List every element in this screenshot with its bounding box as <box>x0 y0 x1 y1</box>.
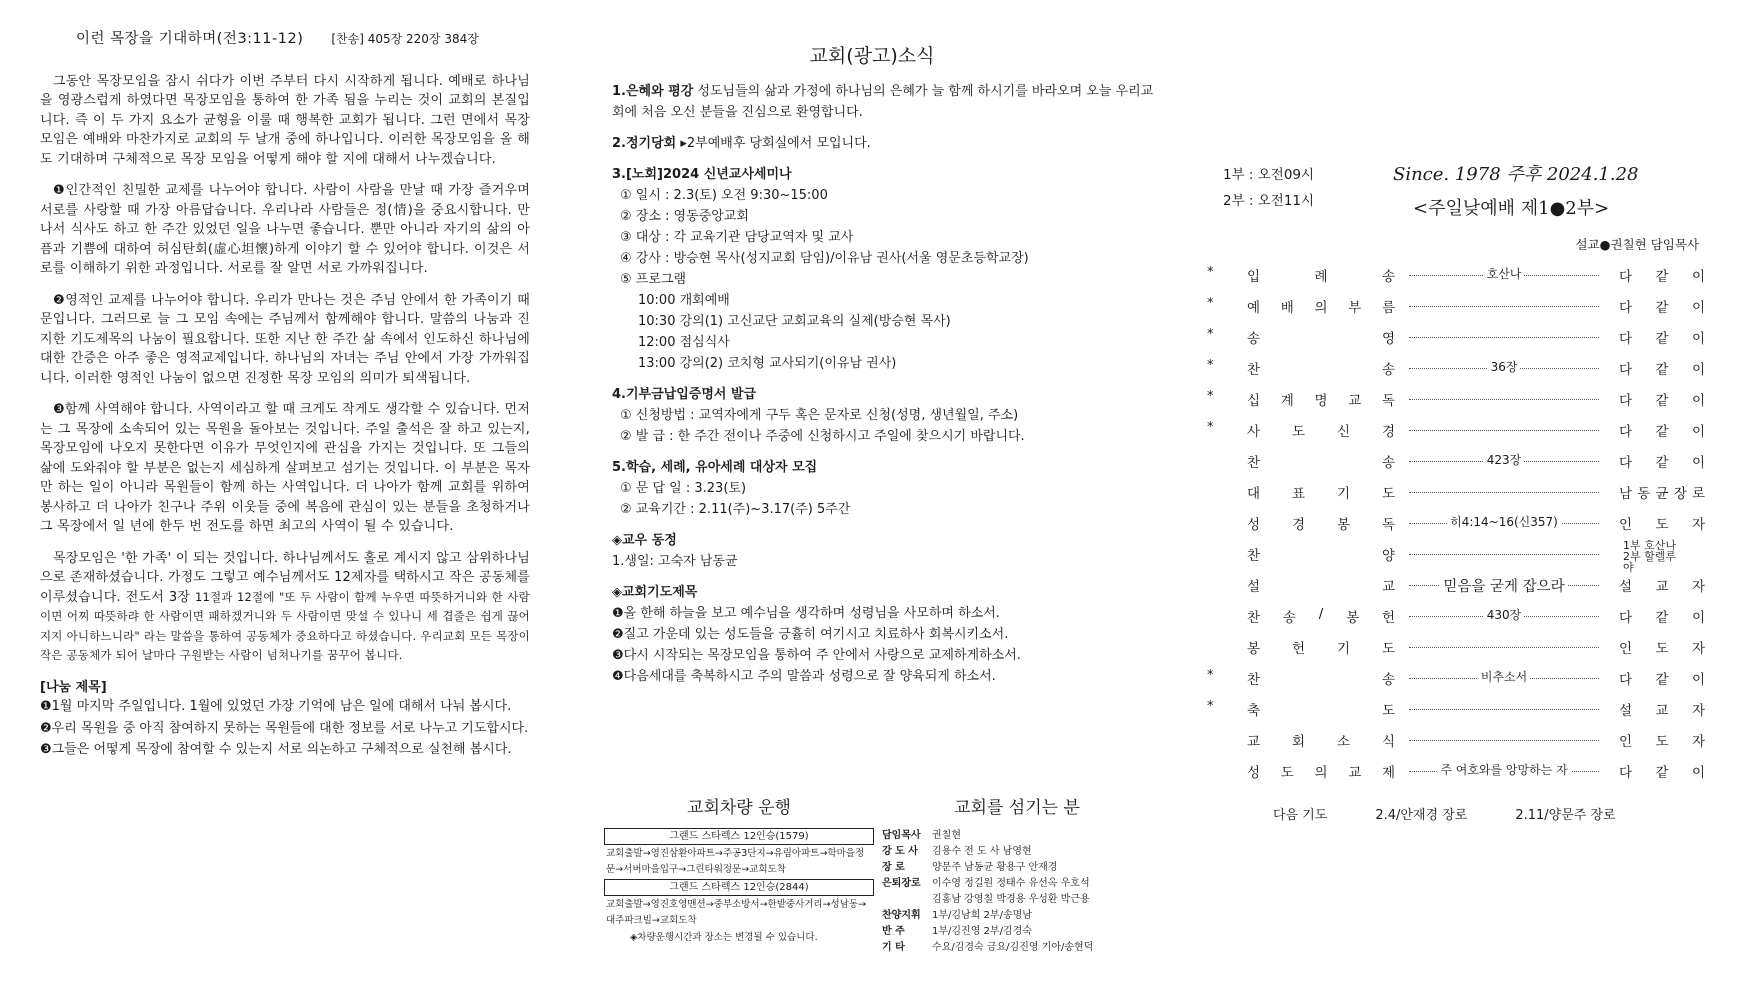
news-item-head: ◈교우 동정 <box>612 533 677 548</box>
share-title: [나눔 제목] <box>40 679 107 695</box>
vehicle-name: 그랜드 스타렉스 12인승(1579) <box>604 828 874 845</box>
server-row <box>882 844 1152 860</box>
order-leader: 남 동 균 장 로 <box>1619 485 1705 502</box>
share-item: ❷우리 목원을 중 아직 참여하지 못하는 목원들에 대한 정보를 서로 나누고 기도합시다. <box>40 720 529 736</box>
order-detail: 비추소서 <box>1409 668 1599 685</box>
order-label: 송 영 <box>1247 330 1395 347</box>
dot-leader <box>1409 554 1599 555</box>
order-detail: 호산나 <box>1409 265 1599 282</box>
news-item-head: ◈교회기도제목 <box>612 585 698 600</box>
server-value: 권칠현 <box>932 830 961 841</box>
order-detail: 423장 <box>1409 451 1599 468</box>
server-row <box>882 908 1152 924</box>
server-label <box>882 892 932 908</box>
order-row <box>1195 662 1705 693</box>
order-leader: 인 도 자 <box>1619 640 1705 657</box>
server-value: 김홍남 강영칠 박경용 우성환 박근용 <box>932 894 1090 905</box>
news-sub: ③ 대상 : 각 교육기관 담당교역자 및 교사 <box>620 230 854 245</box>
standing-mark: * <box>1207 327 1214 342</box>
news-item-text: ▸2부예배후 당회실에서 모입니다. <box>676 136 871 151</box>
order-row <box>1195 538 1705 574</box>
order-row <box>1195 569 1705 600</box>
service-time-1: 1부 : 오전09시 <box>1223 167 1315 183</box>
servers-title: 교회를 섬기는 분 <box>954 798 1080 818</box>
server-label: 은퇴장로 <box>882 878 921 889</box>
server-value: 1부/김남희 2부/송명남 <box>932 910 1032 921</box>
dot-leader <box>1409 306 1599 307</box>
server-label: 강 도 사 <box>882 846 918 857</box>
order-leader: 다 같 이 <box>1619 671 1705 688</box>
since-date: Since. 1978 주후 2024.1.28 <box>1393 164 1639 185</box>
order-leader: 설 교 자 <box>1619 702 1705 719</box>
dot-leader <box>1409 399 1599 400</box>
news-item <box>612 530 1162 572</box>
server-row <box>882 924 1152 940</box>
server-row <box>882 892 1152 908</box>
order-leader: 1부 호산나 2부 할렐루야 <box>1623 539 1676 574</box>
order-leader: 다 같 이 <box>1619 392 1705 409</box>
program-item: 13:00 강의(2) 코치형 교사되기(이유남 권사) <box>638 356 897 371</box>
server-label: 담임목사 <box>882 830 921 841</box>
preacher-line: 설교●권칠현 담임목사 <box>1575 237 1699 252</box>
order-label: 교 회 소 식 <box>1247 733 1395 750</box>
program-item: 10:00 개회예배 <box>638 293 730 308</box>
news-column <box>612 46 1162 697</box>
standing-mark: * <box>1207 420 1214 435</box>
prayer-item: ❹다음세대를 축복하시고 주의 말씀과 성령으로 잘 양육되게 하소서. <box>612 669 996 684</box>
news-title: 교회(광고)소식 <box>809 45 935 67</box>
sermon-paragraph-main: 목장모임은 '한 가족' 이 되는 것입니다. 하나님께서도 홀로 계시지 않고 삼위하나님으로 존재하셨습니다. 가정도 그렇고 예수님께서도 12제자를 택하시고 작은 공동체를 이루셨습니다. 전도서 3장 <box>40 550 530 605</box>
share-item: ❶1월 마지막 주일입니다. 1월에 있었던 가장 기억에 남은 일에 대해서 나눠 봅시다. <box>40 699 512 714</box>
order-row <box>1195 290 1705 321</box>
news-item <box>612 384 1162 447</box>
prayer-item: ❷질고 가운데 있는 성도들을 긍휼히 여기시고 치료하사 회복시키소서. <box>612 627 1009 642</box>
order-row <box>1195 476 1705 507</box>
order-detail: 믿음을 굳게 잡으라 <box>1409 575 1599 596</box>
order-leader: 인 도 자 <box>1619 733 1705 750</box>
order-row <box>1195 755 1705 786</box>
order-leader: 다 같 이 <box>1619 454 1705 471</box>
order-row <box>1195 631 1705 662</box>
server-label: 장 로 <box>882 862 905 873</box>
news-sub: ② 장소 : 영동중앙교회 <box>620 209 749 224</box>
vehicle-route: 교회출발→영진호영맨션→중부소방서→한밭중사거리→성남동→대주파크빌→교회도착 <box>606 899 867 926</box>
dot-leader <box>1409 492 1599 493</box>
news-sub: ① 문 답 일 : 3.23(토) <box>620 481 747 496</box>
news-sub: ① 일시 : 2.3(토) 오전 9:30~15:00 <box>620 188 828 203</box>
order-row <box>1195 414 1705 445</box>
server-row <box>882 860 1152 876</box>
order-label: 찬 송 <box>1247 671 1395 688</box>
order-leader: 다 같 이 <box>1619 330 1705 347</box>
news-sub: ① 신청방법 : 교역자에게 구두 혹은 문자로 신청(성명, 생년월일, 주소) <box>620 408 1019 423</box>
order-label: 봉 헌 기 도 <box>1247 640 1395 657</box>
dot-leader <box>1409 647 1599 648</box>
sermon-paragraph: 그동안 목장모임을 잠시 쉬다가 이번 주부터 다시 시작하게 됩니다. 예배로 하나님을 영광스럽게 하였다면 목장모임을 통하여 한 가족 됨을 누리는 것이 교회의 본질입니다. 즉 이 두 가지 요소가 균형을 이룰 때 행복한 교회가 됩니다. 그런 면에서 목장모임은 예배와 마찬가지로 교회의 두 날개 중에 하나입니다. 이러한 목장모임을 올 해도 기대하며 구체적으로 목장 모임을 어떻게 해야 할 지에 대해서 나누겠습니다. <box>40 73 530 167</box>
news-item <box>612 582 1162 687</box>
order-leader: 다 같 이 <box>1619 299 1705 316</box>
share-item: ❸그들은 어떻게 목장에 참여할 수 있는지 서로 의논하고 구체적으로 실천해 봅시다. <box>40 742 512 757</box>
news-item-head: 4.기부금납입증명서 발급 <box>612 387 757 402</box>
order-leader: 다 같 이 <box>1619 268 1705 285</box>
standing-mark: * <box>1207 668 1214 683</box>
prayer-item: ❶올 한해 하늘을 보고 예수님을 생각하며 성령님을 사모하며 하소서. <box>612 606 1000 621</box>
order-leader: 다 같 이 <box>1619 423 1705 440</box>
vehicle-route: 교회출발→영진삼환아파트→주공3단지→유림아파트→학마을정문→서버마을입구→그린타워정문→교회도착 <box>606 848 865 875</box>
dot-leader <box>1409 430 1599 431</box>
news-item-head: 5.학습, 세례, 유아세례 대상자 모집 <box>612 460 818 475</box>
order-row <box>1195 600 1705 631</box>
news-item <box>612 133 1162 154</box>
order-label: 축 도 <box>1247 702 1395 719</box>
order-leader: 다 같 이 <box>1619 609 1705 626</box>
standing-mark: * <box>1207 265 1214 280</box>
service-title: <주일낮예배 제1●2부> <box>1413 198 1610 219</box>
order-label: 입 례 송 <box>1247 268 1395 285</box>
order-label: 십 계 명 교 독 <box>1247 392 1395 409</box>
order-row <box>1195 352 1705 383</box>
next-prayer-1: 2.4/안재경 장로 <box>1375 808 1468 823</box>
server-label: 반 주 <box>882 926 905 937</box>
sermon-title: 이런 목장을 기대하며(전3:11-12) <box>76 31 304 47</box>
order-label: 대 표 기 도 <box>1247 485 1395 502</box>
next-prayer <box>1195 804 1705 823</box>
news-sub: ② 발 급 : 한 주간 전이나 주중에 신청하시고 주일에 찾으시기 바랍니다. <box>620 429 1025 444</box>
order-leader: 다 같 이 <box>1619 361 1705 378</box>
dot-leader <box>1409 740 1599 741</box>
news-sub: ⑤ 프로그램 <box>620 272 687 287</box>
hymn-numbers: [찬송] 405장 220장 384장 <box>331 32 479 46</box>
vehicle-note: ◈차량운행시간과 장소는 변경될 수 있습니다. <box>630 932 818 943</box>
news-sub: ④ 강사 : 방승현 목사(성지교회 담임)/이유남 권사(서울 영문초등학교장) <box>620 251 1029 266</box>
order-list <box>1195 259 1705 786</box>
order-row <box>1195 259 1705 290</box>
server-value: 김용수 전 도 사 남영현 <box>932 846 1032 857</box>
news-item-head: 2.정기당회 <box>612 136 677 151</box>
server-value: 양문주 남동균 황용구 안재경 <box>932 862 1058 873</box>
order-row <box>1195 321 1705 352</box>
server-value: 이수영 정길원 정태수 유선옥 우호석 <box>932 878 1090 889</box>
service-time-2: 2부 : 오전11시 <box>1223 193 1315 209</box>
order-label: 예 배 의 부 름 <box>1247 299 1395 316</box>
news-item <box>612 81 1162 123</box>
sermon-column <box>40 30 530 762</box>
program-item: 12:00 점심식사 <box>638 335 730 350</box>
order-row <box>1195 445 1705 476</box>
worship-order-column <box>1195 160 1705 823</box>
sermon-paragraph: ❸함께 사역해야 합니다. 사역이라고 할 때 크게도 작게도 생각할 수 있습니다. 먼저는 그 목장에 소속되어 있는 목원을 돌아보는 것입니다. 주일 출석은 잘 하고 있는지, 목장모임에 나오지 못한다면 이유가 무엇인지에 관심을 가지는 것입니다. 또 그들의 삶에 도와줘야 할 부분은 없는지 세심하게 살펴보고 섬기는 것입니다. 이 부분은 목자만 하는 일이 아니라 목원들이 함께 하는 사역입니다. 더 나아가 함께 교회를 위하여 봉사하고 더 나아가 친구나 주위 이웃들 중에 복음에 관심이 있는 분들을 초청하거나 그 목장에서 일 년에 한두 번 전도를 하면 최고의 사역이 될 수 있습니다. <box>40 402 530 534</box>
order-row <box>1195 383 1705 414</box>
server-value: 1부/김진영 2부/김경숙 <box>932 926 1032 937</box>
sermon-paragraph: ❶인간적인 친밀한 교제를 나누어야 합니다. 사람이 사람을 만날 때 가장 즐거우며 서로를 사랑할 때 가장 아름답습니다. 우리나라 사람들은 정(情)을 중요시합니다. 만나서 식사도 하고 한 주간 있었던 일을 나누면 좋습니다. 뿐만 아니라 자기의 삶의 아픔과 기쁨에 대하여 허심탄회(虛心坦懷)하게 이야기 할 수 있어야 합니다. 이것은 서로를 이해하기 위한 과정입니다. 서로를 잘 알면 서로 가까워집니다. <box>40 183 530 276</box>
server-row <box>882 828 1152 844</box>
order-label: 찬 송 <box>1247 361 1395 378</box>
news-item-text: 성도님들의 삶과 가정에 하나님의 은혜가 늘 함께 하시기를 바라오며 오늘 우리교회에 처음 오신 분들을 진심으로 환영합니다. <box>612 84 1154 120</box>
news-item <box>612 164 1162 374</box>
sermon-paragraph-quote: 11절과 12절에 "또 두 사람이 함께 누우면 따뜻하거니와 한 사람이면 어찌 따뜻하랴 한 사람이면 패하겠거니와 두 사람이면 맞설 수 있나니 세 겹줄은 쉽게 끊어지지 아니하느니라" 라는 말씀을 통하여 공동체가 중요하다고 하셨습니다. 우리교회 모든 목장이 작은 공동체가 되어 날마다 구원받는 사람이 넘쳐나기를 꿈꾸어 봅니다. <box>40 589 530 662</box>
order-leader: 다 같 이 <box>1619 764 1705 781</box>
vehicle-title: 교회차량 운행 <box>687 798 791 818</box>
next-prayer-2: 2.11/양문주 장로 <box>1515 808 1616 823</box>
order-label: 찬 양 <box>1247 547 1395 564</box>
vehicle-name: 그랜드 스타렉스 12인승(2844) <box>604 879 874 896</box>
next-prayer-label: 다음 기도 <box>1273 808 1328 823</box>
order-leader: 인 도 자 <box>1619 516 1705 533</box>
standing-mark: * <box>1207 389 1214 404</box>
vehicle-section <box>604 800 874 946</box>
program-item: 10:30 강의(1) 고신교단 교회교육의 실제(방승현 목사) <box>638 314 951 329</box>
sermon-paragraph: ❷영적인 교제를 나누어야 합니다. 우리가 만나는 것은 주님 안에서 한 가족이기 때문입니다. 그러므로 늘 그 모임 속에는 주님께서 함께해야 합니다. 말씀의 나눔과 진지한 기도제목의 나눔이 필요합니다. 또한 지난 한 주간 삶 속에서 인도하신 하나님에 대한 간증은 아주 좋은 영적교제입니다. 하나님의 자녀는 주님 안에서 가장 가까워집니다. 이러한 영적인 나눔이 없으면 진정한 목장 모임의 의미가 퇴색됩니다. <box>40 292 530 386</box>
order-detail: 430장 <box>1409 606 1599 623</box>
order-detail: 36장 <box>1409 358 1599 375</box>
server-label: 찬양지휘 <box>882 910 921 921</box>
standing-mark: * <box>1207 358 1214 373</box>
dot-leader <box>1409 709 1599 710</box>
dot-leader <box>1409 337 1599 338</box>
prayer-item: ❸다시 시작되는 목장모임을 통하여 주 안에서 사랑으로 교제하게하소서. <box>612 648 1021 663</box>
news-item-head: 1.은혜와 평강 <box>612 84 694 99</box>
order-label: 성 도 의 교 제 <box>1247 764 1395 781</box>
news-sub: 1.생일: 고숙자 남동균 <box>612 554 738 569</box>
server-label: 기 타 <box>882 942 905 953</box>
standing-mark: * <box>1207 296 1214 311</box>
order-leader: 설 교 자 <box>1619 578 1705 595</box>
order-label: 찬 송 / 봉 헌 <box>1247 605 1395 626</box>
sermon-header <box>76 30 530 50</box>
order-label: 설 교 <box>1247 578 1395 595</box>
standing-mark: * <box>1207 699 1214 714</box>
order-label: 사 도 신 경 <box>1247 423 1395 440</box>
server-row <box>882 940 1152 956</box>
worship-header <box>1195 160 1705 230</box>
order-row <box>1195 693 1705 724</box>
order-detail: 히4:14~16(신357) <box>1409 513 1599 530</box>
order-row <box>1195 507 1705 538</box>
server-row <box>882 876 1152 892</box>
order-label: 성 경 봉 독 <box>1247 516 1395 533</box>
server-value: 수요/김경숙 금요/김진영 기아/송현덕 <box>932 942 1094 953</box>
servers-section <box>882 800 1152 956</box>
order-detail: 주 여호와를 앙망하는 자 <box>1409 761 1599 778</box>
news-item-head: 3.[노회]2024 신년교사세미나 <box>612 167 792 182</box>
order-label: 찬 송 <box>1247 454 1395 471</box>
news-item <box>612 457 1162 520</box>
order-row <box>1195 724 1705 755</box>
sermon-paragraph <box>40 549 530 666</box>
news-sub: ② 교육기간 : 2.11(주)~3.17(주) 5주간 <box>620 502 851 517</box>
